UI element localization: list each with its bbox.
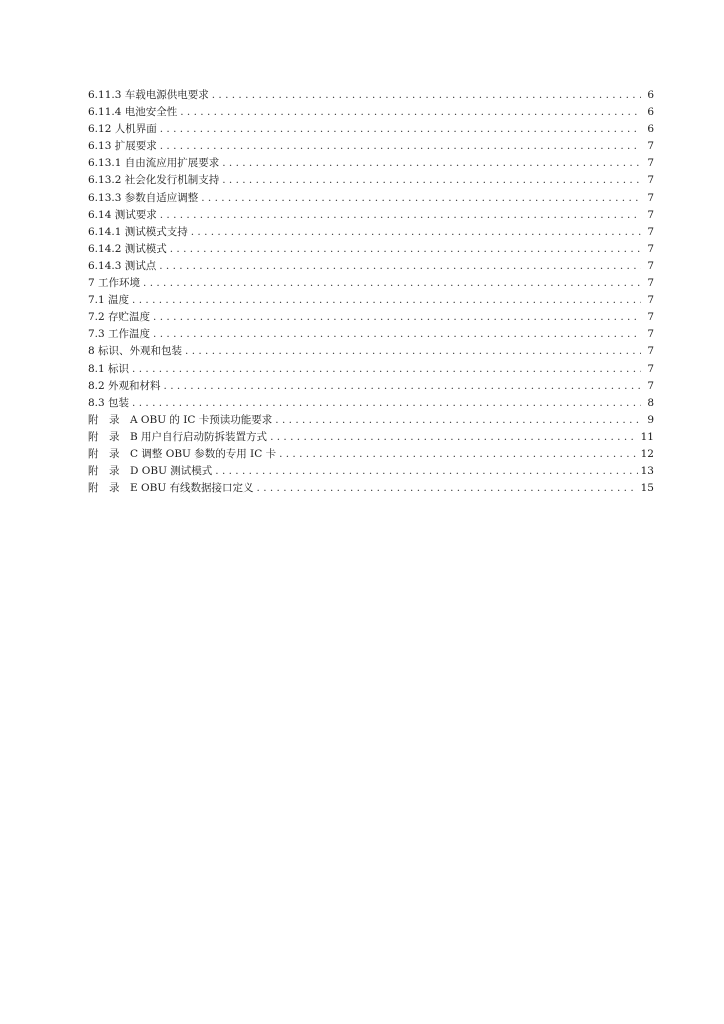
- toc-entry-title: 附 录 D OBU 测试模式: [88, 465, 213, 478]
- table-of-contents: [88, 87, 656, 497]
- toc-entry-page-number: 7: [647, 362, 654, 375]
- toc-dot-leader: [222, 172, 641, 189]
- toc-dot-leader: [132, 361, 641, 378]
- toc-entry[interactable]: [88, 258, 656, 275]
- toc-entry-page-number: 7: [647, 277, 654, 290]
- toc-dot-leader: [160, 207, 641, 224]
- toc-entry-title: 8.3 包装: [88, 396, 130, 409]
- toc-dot-leader: [180, 104, 641, 121]
- toc-entry-page-number: 8: [647, 396, 654, 409]
- toc-dot-leader: [191, 224, 641, 241]
- toc-dot-leader: [279, 446, 638, 463]
- toc-dot-leader: [170, 241, 641, 258]
- toc-entry-title: 附 录 A OBU 的 IC 卡预读功能要求: [88, 413, 273, 426]
- toc-entry-title: 6.11.4 电池安全性: [88, 106, 178, 119]
- toc-dot-leader: [215, 463, 637, 480]
- toc-entry[interactable]: [88, 224, 656, 241]
- toc-entry[interactable]: [88, 463, 656, 480]
- toc-entry[interactable]: [88, 104, 656, 121]
- toc-entry-title: 6.13.3 参数自适应调整: [88, 191, 199, 204]
- toc-entry-title: 附 录 E OBU 有线数据接口定义: [88, 482, 254, 495]
- toc-entry-title: 附 录 C 调整 OBU 参数的专用 IC 卡: [88, 447, 277, 460]
- toc-entry-title: 6.13 扩展要求: [88, 140, 157, 153]
- toc-entry-title: 6.14 测试要求: [88, 208, 157, 221]
- toc-entry-page-number: 11: [640, 430, 654, 443]
- toc-entry[interactable]: [88, 429, 656, 446]
- toc-entry[interactable]: [88, 395, 656, 412]
- toc-entry-page-number: 12: [640, 447, 654, 460]
- toc-dot-leader: [201, 190, 641, 207]
- toc-entry[interactable]: [88, 275, 656, 292]
- toc-entry-page-number: 6: [647, 123, 654, 136]
- toc-entry-page-number: 7: [647, 140, 654, 153]
- toc-entry-page-number: 6: [647, 89, 654, 101]
- toc-entry[interactable]: [88, 480, 656, 497]
- toc-dot-leader: [212, 87, 641, 104]
- toc-entry-page-number: 7: [647, 345, 654, 358]
- toc-dot-leader: [257, 480, 638, 497]
- toc-entry-title: 8.2 外观和材料: [88, 379, 161, 392]
- toc-entry-page-number: 13: [640, 465, 654, 478]
- toc-entry-title: 6.13.2 社会化发行机制支持: [88, 174, 220, 187]
- toc-entry-title: 7 工作环境: [88, 277, 141, 290]
- toc-entry[interactable]: [88, 343, 656, 360]
- toc-entry-title: 8.1 标识: [88, 362, 130, 375]
- toc-dot-leader: [153, 309, 641, 326]
- toc-dot-leader: [160, 121, 641, 138]
- toc-entry-page-number: 7: [647, 294, 654, 307]
- toc-entry-title: 7.1 温度: [88, 294, 130, 307]
- toc-entry-page-number: 6: [647, 106, 654, 119]
- toc-entry-page-number: 7: [647, 379, 654, 392]
- toc-entry[interactable]: [88, 87, 656, 104]
- toc-dot-leader: [222, 155, 641, 172]
- toc-entry[interactable]: [88, 292, 656, 309]
- toc-entry-page-number: 7: [647, 328, 654, 341]
- toc-entry[interactable]: [88, 138, 656, 155]
- toc-entry-title: 7.3 工作温度: [88, 328, 151, 341]
- toc-entry[interactable]: [88, 207, 656, 224]
- toc-entry[interactable]: [88, 326, 656, 343]
- toc-entry-page-number: 7: [647, 208, 654, 221]
- toc-entry[interactable]: [88, 446, 656, 463]
- toc-dot-leader: [153, 326, 641, 343]
- toc-entry[interactable]: [88, 309, 656, 326]
- toc-entry-page-number: 7: [647, 311, 654, 324]
- toc-entry-page-number: 15: [640, 482, 654, 495]
- toc-entry-page-number: 7: [647, 191, 654, 204]
- toc-entry-title: 附 录 B 用户自行启动防拆装置方式: [88, 430, 268, 443]
- toc-entry[interactable]: [88, 155, 656, 172]
- toc-entry-title: 6.14.1 测试模式支持: [88, 225, 188, 238]
- toc-dot-leader: [185, 343, 641, 360]
- toc-dot-leader: [164, 378, 641, 395]
- toc-dot-leader: [143, 275, 641, 292]
- toc-dot-leader: [132, 292, 641, 309]
- toc-entry-title: 8 标识、外观和包装: [88, 345, 183, 358]
- toc-entry-page-number: 7: [647, 259, 654, 272]
- toc-entry-page-number: 7: [647, 157, 654, 170]
- toc-entry[interactable]: [88, 378, 656, 395]
- toc-entry[interactable]: [88, 241, 656, 258]
- toc-entry[interactable]: [88, 361, 656, 378]
- toc-entry-page-number: 7: [647, 225, 654, 238]
- toc-entry[interactable]: [88, 412, 656, 429]
- toc-dot-leader: [160, 138, 641, 155]
- toc-dot-leader: [275, 412, 641, 429]
- toc-dot-leader: [159, 258, 641, 275]
- toc-entry-title: 6.12 人机界面: [88, 123, 157, 136]
- toc-entry[interactable]: [88, 121, 656, 138]
- toc-entry-title: 6.14.2 测试模式: [88, 242, 167, 255]
- toc-entry-page-number: 7: [647, 174, 654, 187]
- toc-entry[interactable]: [88, 172, 656, 189]
- toc-entry[interactable]: [88, 190, 656, 207]
- toc-entry-title: 6.13.1 自由流应用扩展要求: [88, 157, 220, 170]
- toc-entry-title: 6.11.3 车载电源供电要求: [88, 89, 209, 101]
- toc-entry-page-number: 9: [647, 413, 654, 426]
- toc-dot-leader: [132, 395, 641, 412]
- toc-entry-title: 6.14.3 测试点: [88, 259, 157, 272]
- toc-entry-title: 7.2 存贮温度: [88, 311, 151, 324]
- toc-entry-page-number: 7: [647, 242, 654, 255]
- toc-dot-leader: [270, 429, 638, 446]
